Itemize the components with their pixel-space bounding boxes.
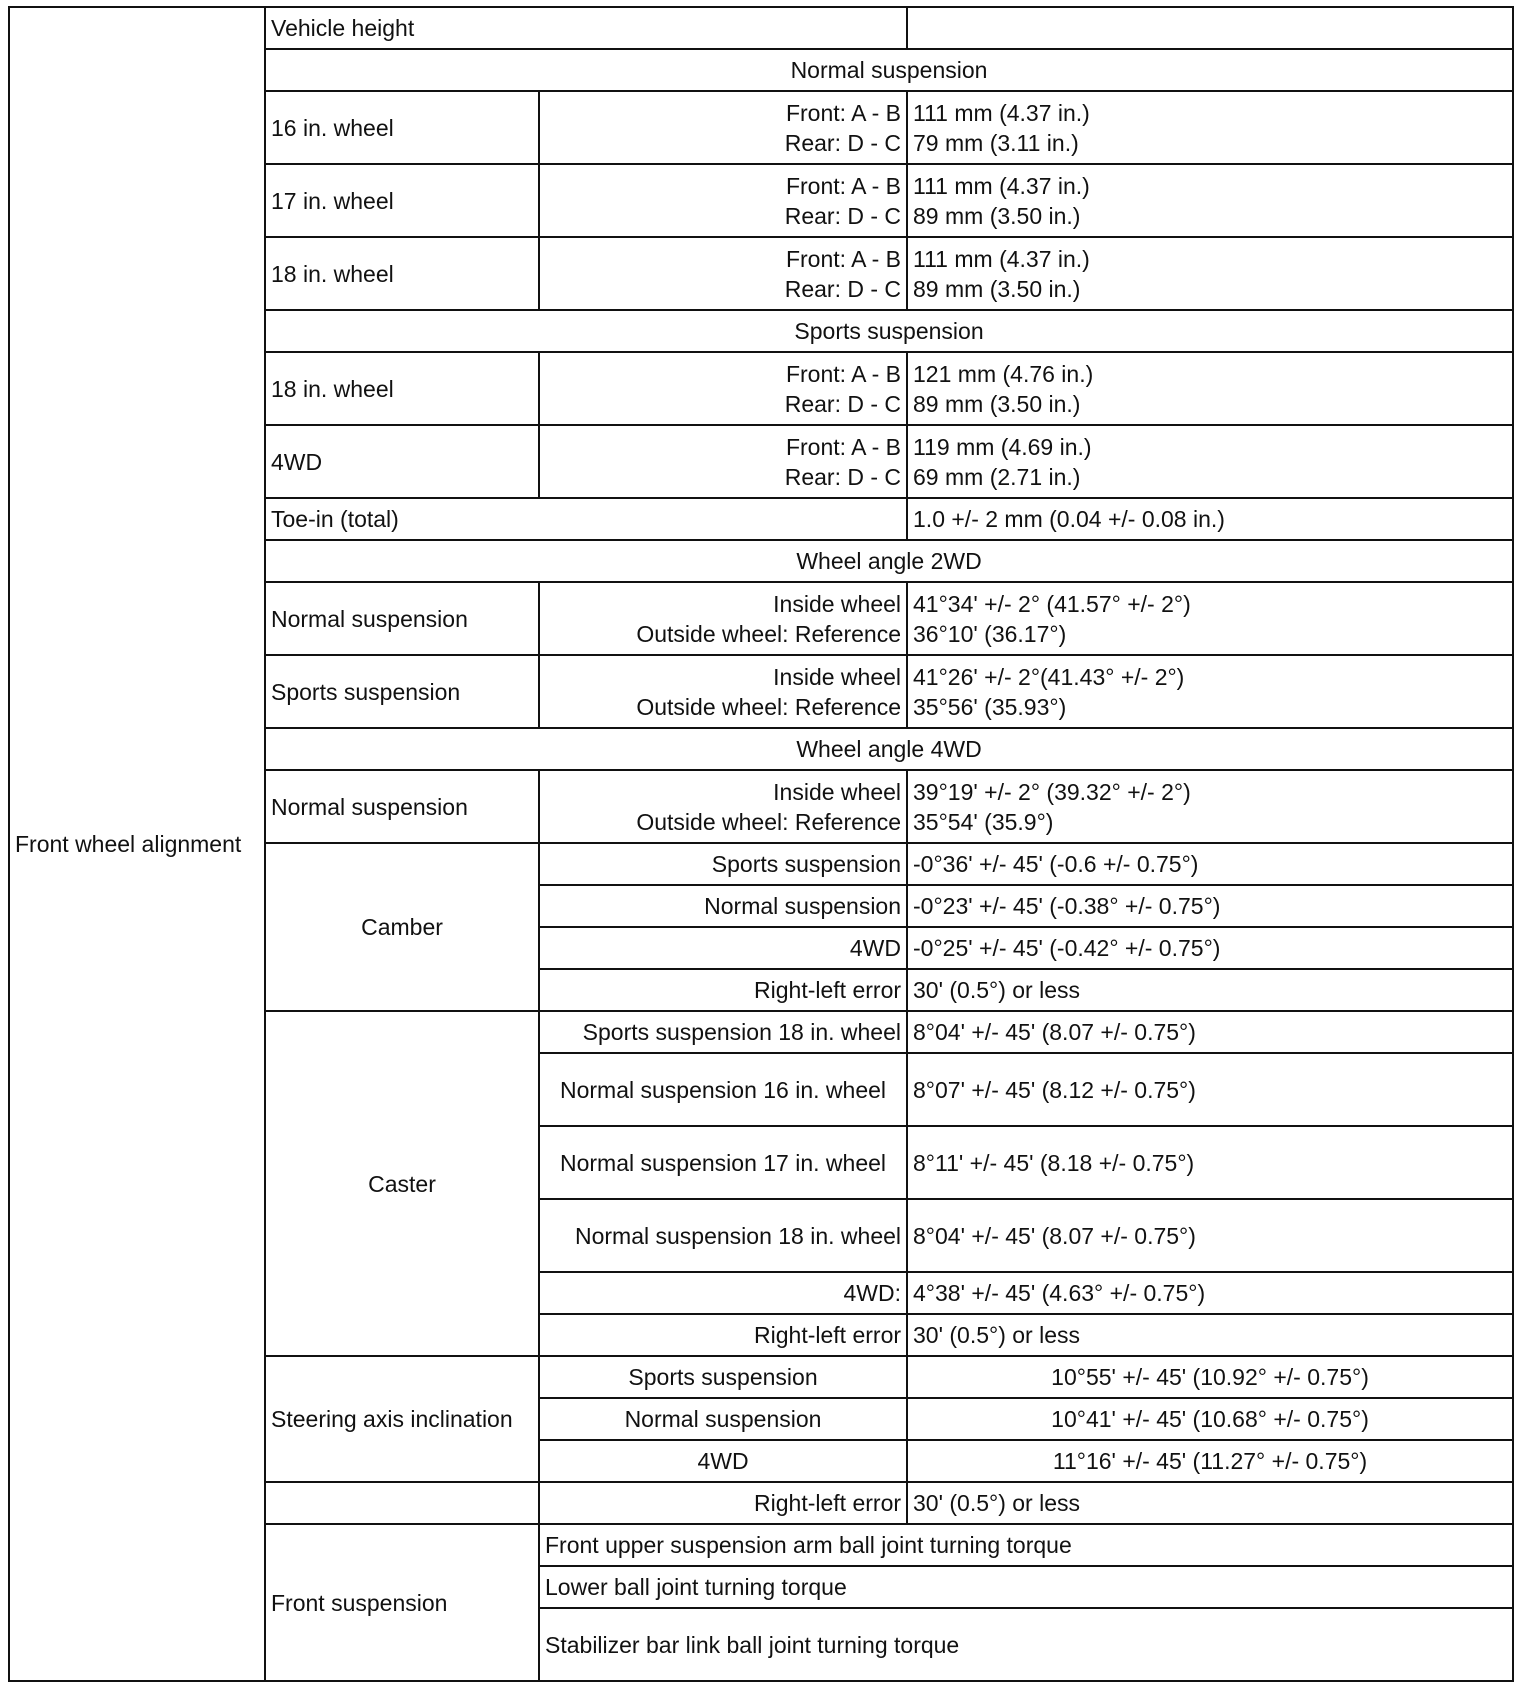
caster-item-value: 4°38' +/- 45' (4.63° +/- 0.75°) xyxy=(907,1272,1513,1314)
front-value: 111 mm (4.37 in.) xyxy=(913,172,1090,199)
caster-item-label: Normal suspension 16 in. wheel xyxy=(539,1053,907,1126)
inside-wheel-value: 41°34' +/- 2° (41.57° +/- 2°) xyxy=(913,590,1191,617)
front-suspension-item-label: Lower ball joint turning torque xyxy=(539,1566,1513,1608)
specification-table xyxy=(8,6,1514,1682)
camber-item-value: -0°25' +/- 45' (-0.42° +/- 0.75°) xyxy=(907,927,1513,969)
camber-item-value: -0°36' +/- 45' (-0.6 +/- 0.75°) xyxy=(907,843,1513,885)
front-value: 111 mm (4.37 in.) xyxy=(913,245,1090,272)
camber-item-value: -0°23' +/- 45' (-0.38° +/- 0.75°) xyxy=(907,885,1513,927)
steering-axis-item-value: 10°55' +/- 45' (10.92° +/- 0.75°) xyxy=(907,1356,1513,1398)
height-row-values xyxy=(907,425,1513,498)
rear-value: 79 mm (3.11 in.) xyxy=(913,129,1079,156)
wheel-angle-row-positions xyxy=(539,655,907,728)
caster-item-value: 8°07' +/- 45' (8.12 +/- 0.75°) xyxy=(907,1053,1513,1126)
front-suspension-item-label: Front upper suspension arm ball joint turning torque xyxy=(539,1524,1513,1566)
wheel-angle-row-positions xyxy=(539,582,907,655)
empty-cell xyxy=(265,1482,539,1524)
height-row-label: 18 in. wheel xyxy=(265,352,539,425)
camber-item-label: Right-left error xyxy=(539,969,907,1011)
caster-item-label: Normal suspension 17 in. wheel xyxy=(539,1126,907,1199)
caster-item-value: 8°04' +/- 45' (8.07 +/- 0.75°) xyxy=(907,1011,1513,1053)
rear-value: 89 mm (3.50 in.) xyxy=(913,202,1081,229)
outside-wheel-value: 35°54' (35.9°) xyxy=(913,808,1054,835)
caster-item-label: Right-left error xyxy=(539,1314,907,1356)
steering-axis-item-label: Sports suspension xyxy=(539,1356,907,1398)
wheel-angle-row-label: Normal suspension xyxy=(265,582,539,655)
caster-item-value: 8°04' +/- 45' (8.07 +/- 0.75°) xyxy=(907,1199,1513,1272)
height-row-positions xyxy=(539,237,907,310)
camber-label: Camber xyxy=(265,843,539,1011)
sports-suspension-header: Sports suspension xyxy=(265,310,1513,352)
caster-item-value: 30' (0.5°) or less xyxy=(907,1314,1513,1356)
height-row-positions xyxy=(539,164,907,237)
outside-wheel-value: 36°10' (36.17°) xyxy=(913,620,1067,647)
wheel-angle-row-values xyxy=(907,582,1513,655)
camber-item-label: Normal suspension xyxy=(539,885,907,927)
front-label: Front: A - B xyxy=(785,245,902,272)
caster-item-value: 8°11' +/- 45' (8.18 +/- 0.75°) xyxy=(907,1126,1513,1199)
section-front-wheel-alignment: Front wheel alignment xyxy=(9,7,265,1681)
rear-label: Rear: D - C xyxy=(784,463,902,490)
steering-axis-item-label: 4WD xyxy=(539,1440,907,1482)
caster-label: Caster xyxy=(265,1011,539,1356)
rear-label: Rear: D - C xyxy=(784,390,902,417)
inside-wheel-value: 39°19' +/- 2° (39.32° +/- 2°) xyxy=(913,778,1191,805)
steering-axis-error-label: Right-left error xyxy=(539,1482,907,1524)
height-row-positions xyxy=(539,352,907,425)
height-row-values xyxy=(907,164,1513,237)
normal-suspension-header: Normal suspension xyxy=(265,49,1513,91)
steering-axis-item-value: 10°41' +/- 45' (10.68° +/- 0.75°) xyxy=(907,1398,1513,1440)
steering-axis-item-label: Normal suspension xyxy=(539,1398,907,1440)
section-front-suspension: Front suspension xyxy=(265,1524,539,1681)
camber-item-label: 4WD xyxy=(539,927,907,969)
rear-value: 89 mm (3.50 in.) xyxy=(913,390,1081,417)
steering-axis-error-value: 30' (0.5°) or less xyxy=(907,1482,1513,1524)
rear-value: 69 mm (2.71 in.) xyxy=(913,463,1081,490)
rear-label: Rear: D - C xyxy=(784,202,902,229)
height-row-label: 17 in. wheel xyxy=(265,164,539,237)
caster-item-label: Sports suspension 18 in. wheel xyxy=(539,1011,907,1053)
steering-axis-item-value: 11°16' +/- 45' (11.27° +/- 0.75°) xyxy=(907,1440,1513,1482)
height-row-values xyxy=(907,352,1513,425)
toe-in-value: 1.0 +/- 2 mm (0.04 +/- 0.08 in.) xyxy=(907,498,1513,540)
wheel-angle-row-positions xyxy=(539,770,907,843)
vehicle-height-row xyxy=(9,7,1513,49)
outside-wheel-label: Outside wheel: Reference xyxy=(636,808,902,835)
front-value: 119 mm (4.69 in.) xyxy=(913,433,1092,460)
front-suspension-item-label: Stabilizer bar link ball joint turning torque xyxy=(539,1608,1513,1681)
height-row-positions xyxy=(539,91,907,164)
front-value: 121 mm (4.76 in.) xyxy=(913,360,1094,387)
wheel-angle-row-values xyxy=(907,655,1513,728)
front-label: Front: A - B xyxy=(785,99,902,126)
vehicle-height-value xyxy=(907,7,1513,49)
camber-item-label: Sports suspension xyxy=(539,843,907,885)
wheel-angle-row-label: Normal suspension xyxy=(265,770,539,843)
wheel-angle-row-label: Sports suspension xyxy=(265,655,539,728)
camber-item-value: 30' (0.5°) or less xyxy=(907,969,1513,1011)
wheel-angle-4wd-header: Wheel angle 4WD xyxy=(265,728,1513,770)
wheel-angle-row-values xyxy=(907,770,1513,843)
outside-wheel-label: Outside wheel: Reference xyxy=(636,693,902,720)
inside-wheel-label: Inside wheel xyxy=(773,778,902,805)
height-row-positions xyxy=(539,425,907,498)
wheel-angle-2wd-header: Wheel angle 2WD xyxy=(265,540,1513,582)
height-row-label: 18 in. wheel xyxy=(265,237,539,310)
outside-wheel-label: Outside wheel: Reference xyxy=(636,620,902,647)
front-label: Front: A - B xyxy=(785,172,902,199)
vehicle-height-label: Vehicle height xyxy=(265,7,907,49)
rear-value: 89 mm (3.50 in.) xyxy=(913,275,1081,302)
toe-in-label: Toe-in (total) xyxy=(265,498,907,540)
height-row-values xyxy=(907,91,1513,164)
rear-label: Rear: D - C xyxy=(784,129,902,156)
front-label: Front: A - B xyxy=(785,360,902,387)
height-row-label: 16 in. wheel xyxy=(265,91,539,164)
inside-wheel-label: Inside wheel xyxy=(773,590,902,617)
rear-label: Rear: D - C xyxy=(784,275,902,302)
caster-item-label: Normal suspension 18 in. wheel xyxy=(539,1199,907,1272)
inside-wheel-value: 41°26' +/- 2°(41.43° +/- 2°) xyxy=(913,663,1185,690)
inside-wheel-label: Inside wheel xyxy=(773,663,902,690)
caster-item-label: 4WD: xyxy=(539,1272,907,1314)
outside-wheel-value: 35°56' (35.93°) xyxy=(913,693,1067,720)
steering-axis-label: Steering axis inclination xyxy=(265,1356,539,1482)
front-label: Front: A - B xyxy=(785,433,902,460)
height-row-label: 4WD xyxy=(265,425,539,498)
front-value: 111 mm (4.37 in.) xyxy=(913,99,1090,126)
height-row-values xyxy=(907,237,1513,310)
